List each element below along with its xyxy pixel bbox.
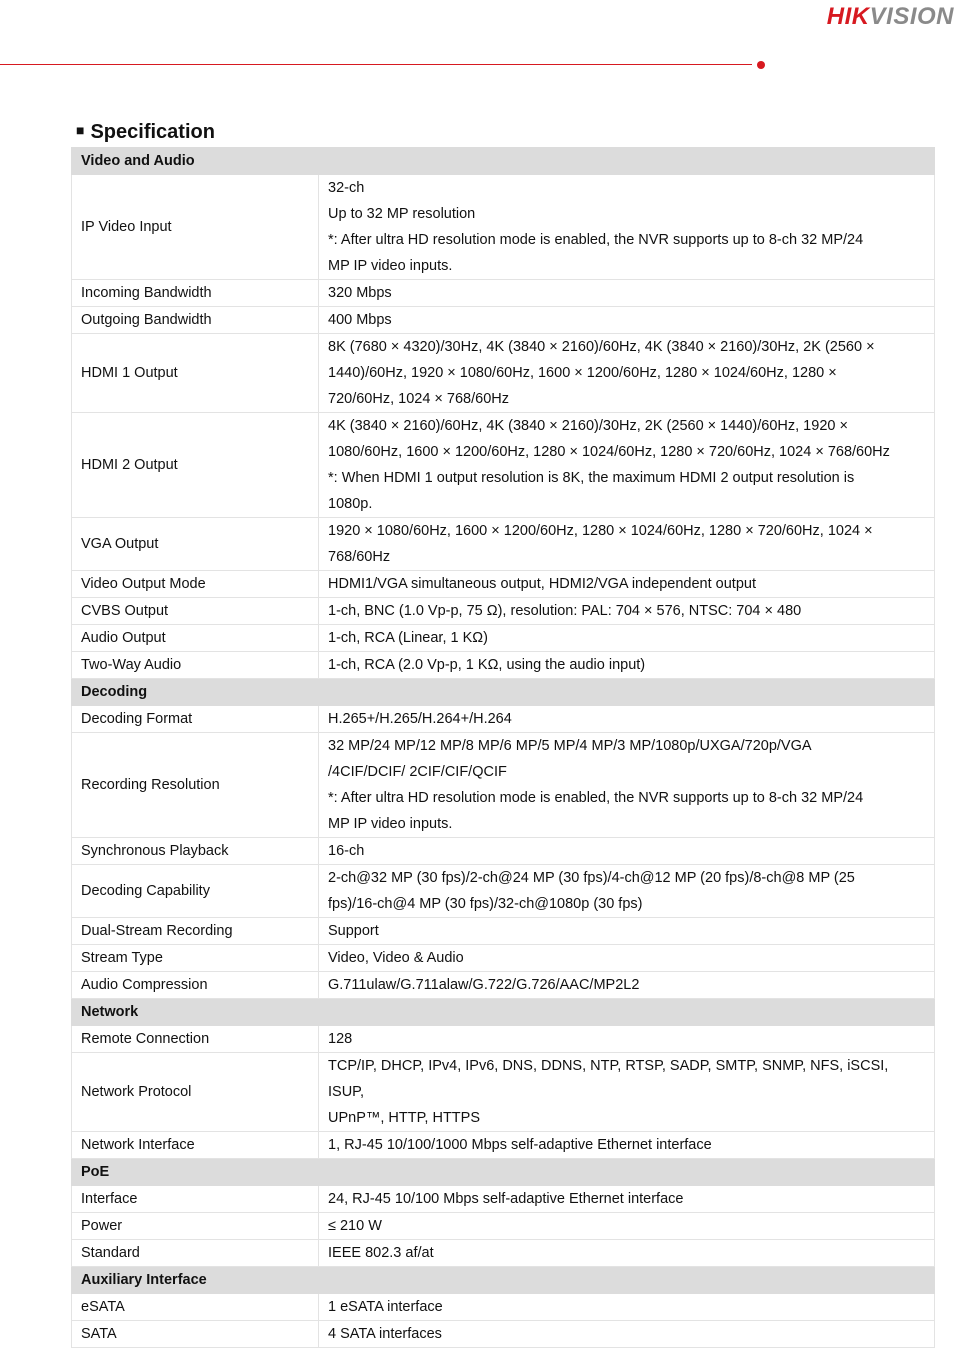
section-row — [72, 1267, 935, 1294]
section-spacer — [319, 999, 935, 1026]
spec-value-line: H.265+/H.265/H.264+/H.264 — [328, 711, 512, 727]
logo-hik: HIK — [826, 3, 870, 30]
spec-value — [319, 1186, 935, 1213]
spec-value-line: 400 Mbps — [328, 312, 392, 328]
spec-value-line: 1-ch, BNC (1.0 Vp-p, 75 Ω), resolution: PAL: 704 × 576, NTSC: 704 × 480 — [328, 603, 802, 619]
spec-value — [319, 1294, 935, 1321]
spec-value-line: *: After ultra HD resolution mode is enabled, the NVR supports up to 8-ch 32 MP/24 — [328, 232, 864, 248]
spec-value-line: 4 SATA interfaces — [328, 1326, 442, 1342]
spec-row — [72, 413, 935, 518]
spec-value-line: 32 MP/24 MP/12 MP/8 MP/6 MP/5 MP/4 MP/3 MP/1080p/UXGA/720p/VGA — [328, 738, 812, 754]
spec-value-line: Video, Video & Audio — [328, 950, 464, 966]
spec-value-line: 320 Mbps — [328, 285, 392, 301]
spec-value-line: fps)/16-ch@4 MP (30 fps)/32-ch@1080p (30 fps) — [328, 896, 643, 912]
spec-value-line: 24, RJ-45 10/100 Mbps self-adaptive Ethernet interface — [328, 1191, 684, 1207]
spec-value-line: /4CIF/DCIF/ 2CIF/CIF/QCIF — [328, 764, 507, 780]
spec-label: HDMI 2 Output — [72, 413, 319, 518]
spec-value — [319, 918, 935, 945]
spec-value-line: TCP/IP, DHCP, IPv4, IPv6, DNS, DDNS, NTP, RTSP, SADP, SMTP, SNMP, NFS, iSCSI, ISUP, — [328, 1058, 889, 1100]
spec-value-line: *: After ultra HD resolution mode is enabled, the NVR supports up to 8-ch 32 MP/24 — [328, 790, 864, 806]
spec-value-line: 1920 × 1080/60Hz, 1600 × 1200/60Hz, 1280 × 1024/60Hz, 1280 × 720/60Hz, 1024 × — [328, 523, 873, 539]
spec-value-line: 32-ch — [328, 180, 365, 196]
spec-value — [319, 280, 935, 307]
spec-value-line: 768/60Hz — [328, 549, 391, 565]
section-spacer — [319, 148, 935, 175]
spec-label: Decoding Capability — [72, 865, 319, 918]
spec-label: HDMI 1 Output — [72, 334, 319, 413]
spec-row — [72, 652, 935, 679]
spec-label: CVBS Output — [72, 598, 319, 625]
spec-value-line: 128 — [328, 1031, 353, 1047]
spec-row — [72, 1026, 935, 1053]
spec-value — [319, 307, 935, 334]
spec-value-line: 1-ch, RCA (Linear, 1 KΩ) — [328, 630, 488, 646]
spec-value-line: 1 eSATA interface — [328, 1299, 443, 1315]
spec-value-line: 1080p. — [328, 496, 373, 512]
spec-value-line: 4K (3840 × 2160)/60Hz, 4K (3840 × 2160)/30Hz, 2K (2560 × 1440)/60Hz, 1920 × — [328, 418, 848, 434]
spec-row — [72, 280, 935, 307]
spec-value — [319, 1053, 935, 1132]
hikvision-logo — [827, 3, 954, 31]
spec-row — [72, 1053, 935, 1132]
spec-value-line: IEEE 802.3 af/at — [328, 1245, 434, 1261]
spec-value — [319, 972, 935, 999]
spec-value — [319, 175, 935, 280]
spec-label: Standard — [72, 1240, 319, 1267]
section-title: Decoding — [72, 679, 319, 706]
spec-value-line: 1440)/60Hz, 1920 × 1080/60Hz, 1600 × 1200/60Hz, 1280 × 1024/60Hz, 1280 × — [328, 365, 837, 381]
spec-row — [72, 1294, 935, 1321]
section-row — [72, 679, 935, 706]
spec-value — [319, 334, 935, 413]
spec-row — [72, 972, 935, 999]
spec-label: eSATA — [72, 1294, 319, 1321]
spec-value-line: MP IP video inputs. — [328, 258, 453, 274]
section-row — [72, 1159, 935, 1186]
spec-row — [72, 918, 935, 945]
spec-value-line: 1-ch, RCA (2.0 Vp-p, 1 KΩ, using the audio input) — [328, 657, 646, 673]
spec-value-line: G.711ulaw/G.711alaw/G.722/G.726/AAC/MP2L2 — [328, 977, 640, 993]
spec-row — [72, 1132, 935, 1159]
spec-label: Interface — [72, 1186, 319, 1213]
spec-value — [319, 413, 935, 518]
section-title: PoE — [72, 1159, 319, 1186]
spec-row — [72, 1213, 935, 1240]
spec-row — [72, 518, 935, 571]
section-spacer — [319, 1159, 935, 1186]
spec-row — [72, 733, 935, 838]
logo-vision: VISION — [869, 3, 954, 30]
spec-value — [319, 733, 935, 838]
spec-row — [72, 571, 935, 598]
spec-row — [72, 865, 935, 918]
spec-row — [72, 1240, 935, 1267]
spec-value-line: UPnP™, HTTP, HTTPS — [328, 1110, 481, 1126]
spec-value-line: Up to 32 MP resolution — [328, 206, 476, 222]
spec-value-line: HDMI1/VGA simultaneous output, HDMI2/VGA independent output — [328, 576, 756, 592]
section-spacer — [319, 1267, 935, 1294]
spec-label: Network Protocol — [72, 1053, 319, 1132]
spec-label: Audio Output — [72, 625, 319, 652]
spec-label: Two-Way Audio — [72, 652, 319, 679]
spec-label: Decoding Format — [72, 706, 319, 733]
header-rule — [0, 64, 752, 65]
spec-value-line: 16-ch — [328, 843, 365, 859]
spec-table — [71, 147, 935, 1348]
spec-row — [72, 1186, 935, 1213]
section-row — [72, 999, 935, 1026]
spec-row — [72, 945, 935, 972]
spec-label: Network Interface — [72, 1132, 319, 1159]
section-title: Video and Audio — [72, 148, 319, 175]
spec-row — [72, 175, 935, 280]
spec-label: Dual-Stream Recording — [72, 918, 319, 945]
page-title — [76, 121, 215, 144]
spec-label: Power — [72, 1213, 319, 1240]
spec-label: IP Video Input — [72, 175, 319, 280]
spec-value-line: 2-ch@32 MP (30 fps)/2-ch@24 MP (30 fps)/4-ch@12 MP (20 fps)/8-ch@8 MP (25 — [328, 870, 855, 886]
spec-value — [319, 838, 935, 865]
spec-value-line: MP IP video inputs. — [328, 816, 453, 832]
spec-row — [72, 307, 935, 334]
spec-row — [72, 706, 935, 733]
spec-value — [319, 1321, 935, 1348]
header-rule-dot — [757, 61, 765, 69]
spec-value-line: *: When HDMI 1 output resolution is 8K, the maximum HDMI 2 output resolution is — [328, 470, 855, 486]
spec-value — [319, 1240, 935, 1267]
spec-value — [319, 652, 935, 679]
spec-value-line: ≤ 210 W — [328, 1218, 382, 1234]
spec-value — [319, 598, 935, 625]
section-spacer — [319, 679, 935, 706]
spec-label: Remote Connection — [72, 1026, 319, 1053]
spec-value — [319, 1132, 935, 1159]
spec-value — [319, 1213, 935, 1240]
spec-label: Stream Type — [72, 945, 319, 972]
spec-value-line: 1, RJ-45 10/100/1000 Mbps self-adaptive Ethernet interface — [328, 1137, 712, 1153]
spec-value-line: 1080/60Hz, 1600 × 1200/60Hz, 1280 × 1024/60Hz, 1280 × 720/60Hz, 1024 × 768/60Hz — [328, 444, 890, 460]
spec-row — [72, 838, 935, 865]
spec-label: Video Output Mode — [72, 571, 319, 598]
spec-label: Recording Resolution — [72, 733, 319, 838]
spec-value — [319, 625, 935, 652]
spec-value — [319, 571, 935, 598]
spec-row — [72, 334, 935, 413]
spec-table-body — [72, 148, 935, 1348]
spec-label: VGA Output — [72, 518, 319, 571]
spec-value — [319, 865, 935, 918]
section-row — [72, 148, 935, 175]
section-title: Network — [72, 999, 319, 1026]
spec-value — [319, 706, 935, 733]
spec-value-line: 720/60Hz, 1024 × 768/60Hz — [328, 391, 509, 407]
spec-label: SATA — [72, 1321, 319, 1348]
spec-value — [319, 518, 935, 571]
spec-label: Incoming Bandwidth — [72, 280, 319, 307]
spec-value-line: 8K (7680 × 4320)/30Hz, 4K (3840 × 2160)/60Hz, 4K (3840 × 2160)/30Hz, 2K (2560 × — [328, 339, 875, 355]
spec-label: Audio Compression — [72, 972, 319, 999]
spec-row — [72, 1321, 935, 1348]
square-bullet-icon: ■ — [76, 122, 85, 138]
page-title-text: Specification — [90, 121, 215, 143]
spec-value — [319, 945, 935, 972]
spec-label: Outgoing Bandwidth — [72, 307, 319, 334]
spec-row — [72, 625, 935, 652]
spec-label: Synchronous Playback — [72, 838, 319, 865]
section-title: Auxiliary Interface — [72, 1267, 319, 1294]
spec-value-line: Support — [328, 923, 379, 939]
spec-value — [319, 1026, 935, 1053]
spec-row — [72, 598, 935, 625]
